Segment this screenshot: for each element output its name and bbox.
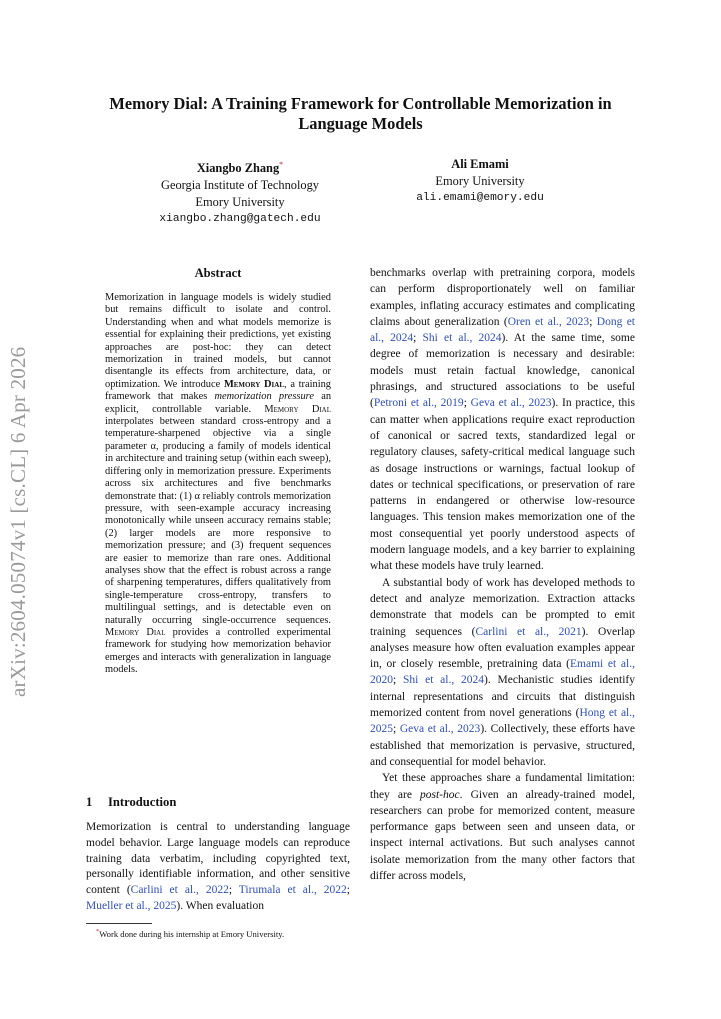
- section-heading-introduction: [86, 795, 350, 810]
- right-column-text: [370, 265, 635, 884]
- section-number: 1: [86, 795, 93, 809]
- section-title: Introduction: [108, 795, 177, 809]
- citation-link[interactable]: Carlini et al., 2022: [130, 884, 229, 897]
- body-text-run: ;: [228, 884, 239, 897]
- author-name: Xiangbo Zhang: [196, 161, 280, 176]
- footnote: [96, 926, 350, 940]
- citation-link[interactable]: Shi et al., 2024: [402, 674, 485, 687]
- citation-link[interactable]: Carlini et al., 2021: [475, 625, 582, 638]
- author-affiliation: Georgia Institute of Technology: [161, 178, 319, 193]
- body-text-run: . Given an already-trained model, researchers can probe for memorized content, measure performance gaps between seen and unseen data, or inspect internal activations. But such analyses cannot isolate memorization from the many other factors that differ across models,: [370, 788, 635, 882]
- emphasis-text: memorization pressure: [214, 391, 314, 403]
- framework-name: Memory Dial: [105, 626, 166, 638]
- author-affiliation: Emory University: [435, 174, 525, 188]
- body-text-run: Yet these approaches share a fundamental limitation: they are: [370, 772, 635, 801]
- abstract-text: [105, 292, 331, 677]
- citation-link[interactable]: Tirumala et al., 2022: [238, 884, 347, 897]
- author-block-1: [140, 156, 340, 228]
- abstract-text-run: an explicit, controllable variable.: [105, 391, 332, 415]
- citation-link[interactable]: Geva et al., 2023: [470, 397, 552, 410]
- abstract-text-run: , a training framework that makes: [105, 378, 331, 403]
- body-text-run: benchmarks overlap with pretraining corpora, models can perform disproportionately well on familiar examples, inflating accuracy estimates and complicating claims about generalization (: [370, 267, 635, 328]
- arxiv-identifier-stamp: arXiv:2604.05074v1 [cs.CL] 6 Apr 2026: [6, 346, 30, 697]
- body-text-run: ;: [589, 315, 597, 328]
- body-text-run: ;: [413, 332, 423, 345]
- body-text-run: ). When evaluation: [176, 899, 264, 912]
- framework-name: Memory Dial: [264, 403, 331, 415]
- introduction-paragraph: [86, 820, 350, 915]
- citation-link[interactable]: Dong et al., 2024: [370, 315, 636, 345]
- footnote-divider: [86, 923, 152, 924]
- abstract-heading: Abstract: [194, 266, 242, 280]
- author-block-2: [390, 156, 570, 207]
- author-affiliation: Emory University: [195, 195, 285, 210]
- citation-link[interactable]: Emami et al., 2020: [370, 658, 635, 687]
- author-email: xiangbo.zhang@gatech.edu: [159, 213, 321, 226]
- body-text-run: ). Overlap analyses measure how often evaluation examples appear in, or closely resemble, pretraining data (: [370, 625, 635, 671]
- footnote-text: Work done during his internship at Emory University.: [99, 928, 285, 939]
- abstract-text-run: Memorization in language models is widely studied but remains difficult to isolate and control. Understanding when and what models memorize is essential for explaining their predictions, yet existing approaches are post-hoc: they can detect memorization in trained models, but cannot disentangle its effects from architecture, data, or optimization. We introduce: [105, 292, 331, 390]
- emphasis-text: post-hoc: [420, 788, 460, 801]
- citation-link[interactable]: Mueller et al., 2025: [86, 899, 177, 912]
- body-text-run: A substantial body of work has developed methods to detect and analyze memorization. Extraction attacks demonstrate that models can be prompted to emit training sequences (: [370, 576, 635, 638]
- body-paragraph: [370, 265, 635, 575]
- citation-link[interactable]: Oren et al., 2023: [507, 315, 590, 328]
- body-text-run: ;: [463, 397, 471, 410]
- body-text-run: ;: [393, 674, 403, 687]
- citation-link[interactable]: Geva et al., 2023: [399, 723, 481, 736]
- citation-link[interactable]: Petroni et al., 2019: [373, 397, 464, 410]
- body-text-run: ;: [346, 884, 350, 897]
- body-text-run: Memorization is central to understanding language model behavior. Large language models can reproduce training data verbatim, including copyrighted text, personally identifiable information, and other sensitive content (: [86, 821, 350, 897]
- abstract-text-run: provides a controlled experimental framework for studying how memorization behavior emerges and interacts with generalization in language models.: [105, 626, 331, 676]
- body-paragraph: [370, 575, 635, 771]
- body-text-run: ;: [393, 723, 400, 736]
- author-email: ali.emami@emory.edu: [416, 192, 544, 204]
- body-text-run: ). At the same time, some degree of memorization is necessary and desirable: models must retain factual knowledge, canonical phrasings, and structured associations to be useful (: [370, 332, 635, 410]
- body-text-run: ). In practice, this can matter when applications require exact reproduction of canonical or sacred texts, standardized legal or regulatory clauses, safety-critical medical language such as dosage instructions or warnings, factual lookup of dates or technical specifications, or preservation of rare patterns in endangered or otherwise low-resource languages. This tension makes memorization one of the most consequential yet poorly understood aspects of modern language models, and a key barrier to explaining what these models have truly learned.: [370, 397, 635, 573]
- citation-link[interactable]: Hong et al., 2025: [370, 707, 635, 736]
- body-text-run: ). Mechanistic studies identify internal representations and circuits that distinguish memorized content from novel generations (: [370, 674, 635, 720]
- body-text-run: ). Collectively, these efforts have established that memorization is pervasive, structured, and consequential for model behavior.: [370, 723, 635, 768]
- framework-name: Memory Dial: [223, 378, 285, 390]
- citation-link[interactable]: Shi et al., 2024: [422, 332, 502, 345]
- author-name: Ali Emami: [451, 157, 509, 171]
- paper-title: Memory Dial: A Training Framework for Controllable Memorization in Language Models: [109, 94, 612, 133]
- footnote-mark: *: [96, 928, 100, 935]
- body-paragraph: [370, 770, 635, 884]
- author-footnote-mark[interactable]: *: [279, 160, 284, 169]
- abstract-text-run: interpolates between standard cross-entropy and a temperature-sharpened objective via a single parameter α, producing a family of models identical in architecture and training setup (within each sweep), differing only in memorization pressure. Experiments across six architectures and five benchmarks demonstrate that: (1) α reliably controls memorization pressure, with seen-example accuracy increasing monotonically while unseen accuracy remains stable; (2) larger models are more responsive to memorization pressure; and (3) frequent sequences are easier to memorize than rare ones. Additional analyses show that the effect is robust across a range of sharpening temperatures, differs qualitatively from single-temperature cross-entropy, transfers to multilingual settings, and is detectable even on naturally occurring single-occurrence sequences.: [105, 416, 331, 626]
